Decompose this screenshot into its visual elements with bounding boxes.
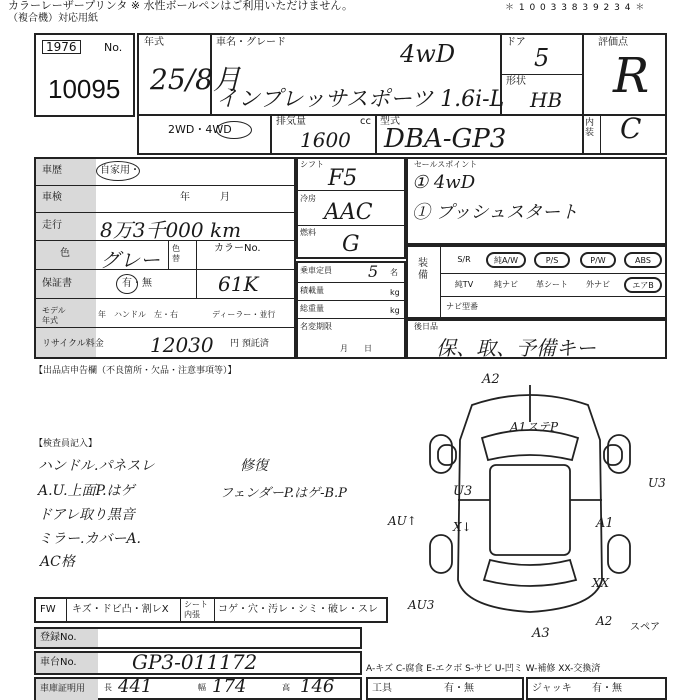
history-circle [96,161,140,181]
recolor-label: 色替 [172,244,180,263]
equip-sr: S/R [457,255,471,264]
car-wheel-rear-left [430,535,452,573]
inspector-line2: A.U.上面P.はゲ [38,483,135,499]
jack-label: ジャッキ [532,683,572,694]
car-mirror-right [604,445,622,465]
sales-point-line2: ① プッシュスタート [412,202,579,223]
inspection-label: 車検 [42,192,62,203]
car-damage-diagram [410,380,650,620]
lot-code: 1976 [42,40,81,54]
tools-label: 工具 [372,683,392,694]
inspection-value: 年 月 [180,192,230,203]
color-label: 色 [60,248,70,259]
inspector-label: 【検査員記入】 [34,439,98,449]
equip-aw: 純A/W [486,252,526,268]
model-line2: インプレッサスポーツ 1.6i-L [216,87,505,112]
rating-value: R [613,48,650,104]
shape-label: 形状 [506,76,526,87]
car-wheel-rear-right [608,535,630,573]
equip-pw: P/W [580,252,616,268]
mark-rear-left: AU3 [408,598,435,612]
size-length: 441 [118,676,153,697]
mark-left-door: U3 [453,484,473,499]
dealer-label: ディーラー・並行 [212,310,276,319]
sheet-header-subtitle: （複合機）対応用紙 [8,13,98,24]
equip-airbag: エアB [624,277,662,293]
mark-front: A2 [482,372,500,387]
displacement-label: 排気量 [276,116,306,127]
mark-hood: A1ステP [510,420,559,434]
size-height-unit: 高 [282,683,290,692]
navi-model-label: ナビ型番 [446,302,478,311]
equip-ext-navi: 外ナビ [586,280,610,289]
gross-label: 総重量 [300,304,324,313]
mark-rear-far: A2 [596,614,613,628]
year-value: 25/8月 [150,63,241,96]
shift-label: シフト [300,160,324,169]
registration-label: 登録No. [40,632,77,643]
size-height: 146 [300,676,335,697]
sales-point-line1: ① 4wD [412,172,476,193]
capacity-value: 5 [368,262,379,281]
mark-rear-right: XX [592,576,610,590]
car-mirror-left [438,445,456,465]
load-label: 積載量 [300,286,324,295]
fuel-label: 燃料 [300,228,316,237]
damage-legend: A-キズ C-腐食 E-エクボ S-サビ U-凹ミ W-補修 XX-交換済 [366,664,601,674]
store-notes-label: 【出品店申告欄（不良箇所・欠品・注意事項等）】 [34,366,237,376]
accessories-value: 保、取、予備キー [436,336,596,360]
car-cabin [490,465,570,555]
displacement-value: 1600 [300,128,351,152]
sheet-header-title: カラーレーザープリンタ ※ 水性ボールペンはご利用いただけません。 [8,0,353,12]
warranty-value: 有・無 [122,278,152,289]
mark-left-fender: AU↑ [388,514,417,528]
name-change-value: 月 日 [340,344,372,353]
equip-abs: ABS [624,252,662,268]
ac-value: AAC [324,200,373,225]
mileage-label: 走行 [42,220,62,231]
capacity-unit: 名 [390,268,398,277]
size-width-unit: 幅 [198,683,206,692]
chassis-value: GP3-011172 [132,650,258,674]
lot-number: 10095 [48,74,121,104]
inspector-line1: ハンドル.パネスレ [38,458,155,474]
warranty-circle [116,274,138,294]
accessories-label: 後日品 [414,322,438,331]
inspector-right-line1: 修復 [240,458,268,474]
color-value: グレー [100,248,160,272]
history-label: 車歴 [42,165,62,176]
equip-tv: 純TV [454,280,474,289]
inspector-right-line2: フェンダーP.はゲ-B.P [220,486,347,501]
serial-number: ＊ 1 0 0 3 3 8 3 9 2 3 4 ＊ [505,3,646,13]
size-length-unit: 長 [104,683,112,692]
equip-ps: P/S [534,252,570,268]
mark-right-door: A1 [596,516,614,531]
recycle-label: リサイクル料金 [42,339,104,349]
interior-value: C [620,112,642,145]
equip-navi: 純ナビ [494,280,518,289]
jack-value: 有・無 [592,683,622,694]
inspector-line4: ミラー.カバーA. [38,531,142,547]
drive-type: 2WD・4WD [168,123,232,136]
cc-label: cc [360,116,371,127]
type-label: 型式 [380,116,400,127]
interior-label: 内装 [585,118,595,138]
model-line1: 4wD [400,40,456,68]
name-change-label: 名変期限 [300,322,332,331]
inspector-line3: ドアレ取り黒音 [38,507,136,523]
inspector-line5: AC格 [40,554,75,570]
equipment-label: 装備 [418,258,428,281]
capacity-label: 乗車定員 [300,266,332,275]
rating-label: 評価点 [598,37,628,48]
model-label: 車名・グレード [216,37,286,48]
ac-label: 冷房 [300,194,316,203]
seat-label: シート内張 [184,600,208,619]
gross-unit: kg [390,306,400,315]
door-label: ドア [506,37,526,48]
warranty-label: 保証書 [42,278,72,289]
fw-label: FW [40,604,56,615]
mark-right-rear: U3 [648,476,666,490]
year-label: 年式 [144,37,164,48]
mileage-value: 8万3千000 km [100,218,242,242]
shift-value: F5 [328,166,358,191]
model-year-label: モデル年式 [42,306,66,325]
load-unit: kg [390,288,400,297]
spare-label: スペア [630,622,660,633]
drive-4wd-circle [216,121,252,139]
recycle-value: 12030 [150,333,214,357]
tools-value: 有・無 [444,683,474,694]
mark-rear-bottom: A3 [532,626,550,641]
type-value: DBA-GP3 [384,124,507,154]
car-wheel-front-right [608,435,630,473]
history-value: 自家用・ [100,165,140,176]
size-width: 174 [212,676,247,697]
color-no-label: カラーNo. [214,243,261,254]
shape-value: HB [530,88,563,112]
lot-no-label: No. [104,41,123,54]
equip-leather: 革シート [536,280,568,289]
model-year-value: 年 ハンドル 左・右 [98,310,178,319]
fuel-value: G [342,232,360,257]
seat-text: コゲ・穴・汚レ・シミ・破レ・スレ [218,604,378,615]
sales-point-label: セールスポイント [414,160,478,169]
chassis-label: 車台No. [40,657,77,668]
car-wheel-front-left [430,435,452,473]
car-rear-window [484,560,576,586]
color-no-value: 61K [218,272,259,296]
size-label: 車庫証明用 [40,684,86,694]
fw-text: キズ・ドビ凸・割レX [72,604,169,615]
door-value: 5 [534,44,550,72]
recycle-suffix: 円 預託済 [230,339,269,349]
mark-left-cross: X↓ [453,520,472,534]
